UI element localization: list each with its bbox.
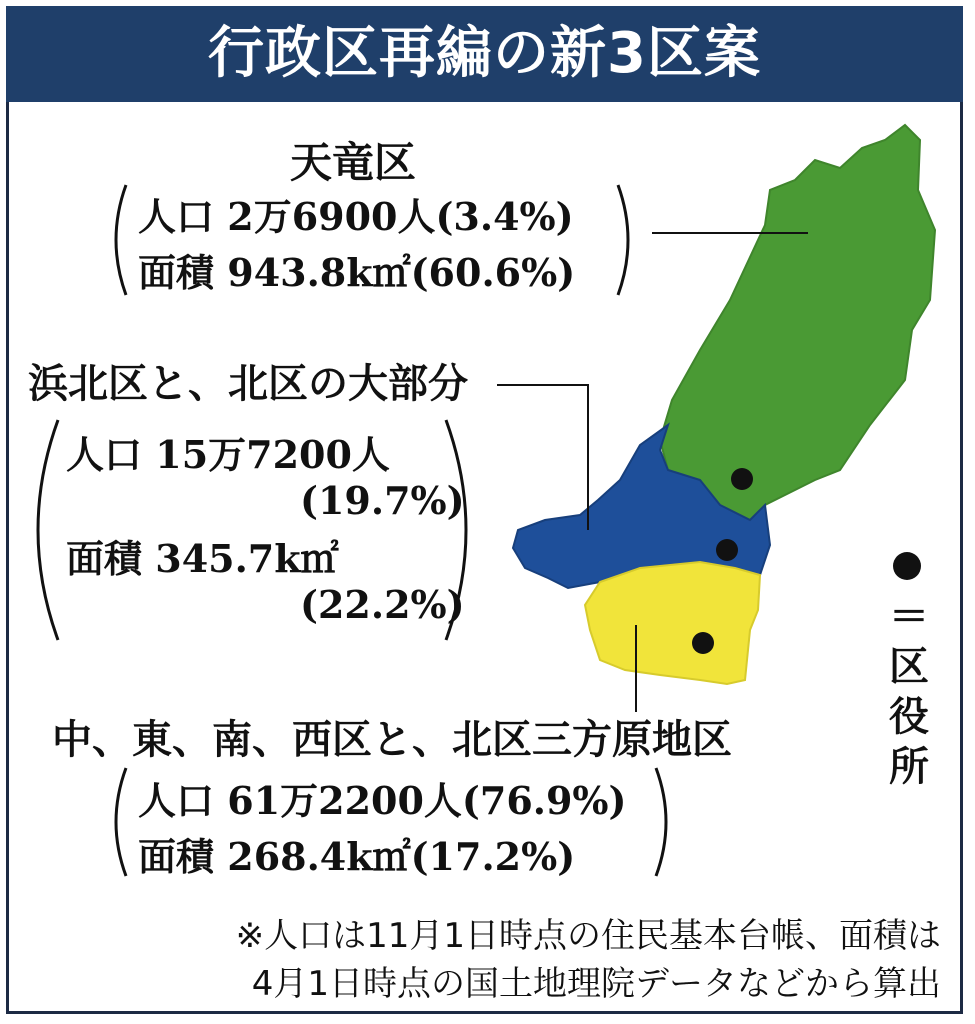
ward-office-marker <box>692 632 714 654</box>
region-area-share-hamakita: (22.2%) <box>300 582 465 627</box>
ward-office-marker <box>716 539 738 561</box>
ward-office-marker <box>731 468 753 490</box>
region-tenryu-shape <box>660 125 935 520</box>
region-area-south: 面積 268.4k㎡(17.2%) <box>138 834 576 879</box>
region-population-share-hamakita: (19.7%) <box>300 478 465 523</box>
legend-ward-office-icon <box>893 552 921 580</box>
bracket-left-south <box>116 768 126 876</box>
legend-label: ＝ 区 役 所 <box>889 594 929 790</box>
bracket-left-hamakita <box>38 420 58 640</box>
footnote-line-2: 4月1日時点の国土地理院データなどから算出 <box>251 964 941 1004</box>
region-name-south: 中、東、南、西区と、北区三方原地区 <box>52 717 732 763</box>
region-name-tenryu: 天竜区 <box>290 138 417 187</box>
bracket-right-south <box>656 768 666 876</box>
figure-title: 行政区再編の新3区案 <box>6 6 963 102</box>
leader-line-hamakita <box>497 385 588 530</box>
region-population-south: 人口 61万2200人(76.9%) <box>138 778 627 823</box>
region-area-tenryu: 面積 943.8k㎡(60.6%) <box>138 250 576 295</box>
region-south-shape <box>585 562 760 684</box>
region-area-hamakita: 面積 345.7k㎡ <box>66 536 339 581</box>
bracket-right-tenryu <box>618 185 628 295</box>
region-population-hamakita: 人口 15万7200人 <box>66 432 390 477</box>
region-population-tenryu: 人口 2万6900人(3.4%) <box>138 194 574 239</box>
region-name-hamakita: 浜北区と、北区の大部分 <box>28 361 468 407</box>
footnote-line-1: ※人口は11月1日時点の住民基本台帳、面積は <box>235 916 941 956</box>
bracket-left-tenryu <box>116 185 126 295</box>
